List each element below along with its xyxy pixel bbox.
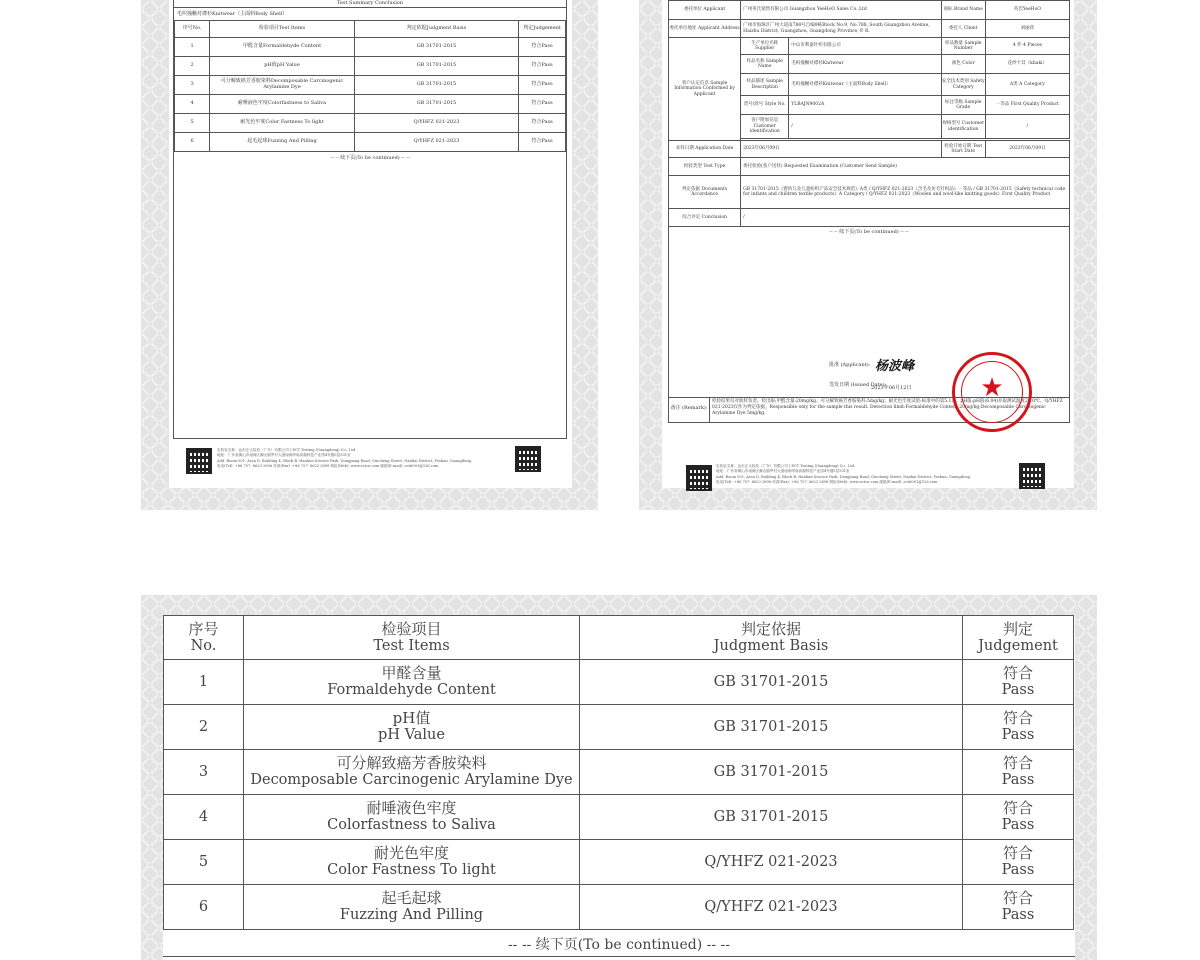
table-row [175, 114, 566, 133]
test-item: 起毛起球 Fuzzing And Pilling [244, 885, 580, 930]
report-page-info-thumbnail [639, 0, 1097, 510]
header-cell: 判定依据Judgment Basis [354, 21, 518, 38]
appdate-value: 2023年06月09日 [741, 141, 941, 158]
judgment-basis: Q/YHFZ 021-2023 [354, 114, 518, 133]
row-number: 2 [175, 57, 210, 76]
judgment-basis: GB 31701-2015 [580, 705, 963, 750]
test-item: 可分解致癌芳香胺染料 Decomposable Carcinogenic Arylamine Dye [244, 750, 580, 795]
table-row [175, 76, 566, 95]
test-item: 耐光色牢度Color Fastness To light [210, 114, 355, 133]
name-value: 毛织撞橛对襟衫Knitwear [789, 55, 941, 74]
row-number: 6 [164, 885, 244, 930]
qr-code-right [515, 446, 541, 472]
judgment-basis: GB 31701-2015 [354, 57, 518, 76]
row-number: 3 [164, 750, 244, 795]
test-item: pH值pH Value [210, 57, 355, 76]
judgement-result: 符合 Pass [963, 795, 1074, 840]
report-paper [169, 0, 572, 488]
safety-value: A类 A Category [985, 74, 1069, 96]
qr-code-right [1019, 463, 1045, 489]
judgement-result: 符合 Pass [963, 885, 1074, 930]
summary-table-small [174, 20, 566, 152]
judgement-result: 符合Pass [519, 57, 566, 76]
seal-star-icon: ★ [980, 373, 1004, 403]
judgment-basis: GB 31701-2015 [354, 76, 518, 95]
qty-label: 样品数量 Sample Number [941, 38, 985, 55]
address-value: 广州市海珠区广州大道南788号自编9栋Block No.9, No.788, South Guangzhou Avenue, Haizhu District, Guangzhou, Guangdong Province, P. R. [741, 20, 941, 38]
row-number: 6 [175, 133, 210, 152]
test-item: 可分解致癌芳香胺染料Decomposable Carcinogenic Arylamine Dye [210, 76, 355, 95]
color-label: 颜色 Color [941, 55, 985, 74]
approver-signature: 杨波峰 [875, 359, 915, 374]
type-value: 委托检验(客户送样) Requested Examination (Customer Send Sample) [741, 158, 1070, 176]
client-value: 刘丽萍 [985, 20, 1069, 38]
test-item: 甲醛含量 Formaldehyde Content [244, 660, 580, 705]
table-row [175, 57, 566, 76]
remark-text: 检验结果仅对收样负责。检出限:甲醛含量:20mg/kg；可分解致癌芳香胺染料:5mg/kg；耐光色牢度试验:标准中的第5.1条；pH值:pH值(6.04)并取测试温度27.0℃。Q/YHFZ 021-2023仅作为判定依据。Responsible only for the sample this result. Detection limit:Formaldehyde Content 20mg/kg;Decomposable Carcinogenic Arylamine Dye 5mg/kg. [712, 399, 1063, 416]
table-row [164, 705, 1074, 750]
header-cell: 序号No. [175, 21, 210, 38]
report-page-summary-thumbnail [141, 0, 598, 510]
address-label: 委托单位地址 Applicant Address [669, 20, 741, 38]
judgment-basis: GB 31701-2015 [354, 38, 518, 57]
supplier-label: 生产单位名称 Supplier [741, 38, 789, 55]
summary-table-large [163, 615, 1074, 930]
supplier-value: 中山市利嘉针织有限公司 [789, 38, 941, 55]
judgment-basis: Q/YHFZ 021-2023 [354, 133, 518, 152]
continued-note: -- -- 续下页(To be continued) -- -- [330, 155, 410, 161]
test-item: pH值 pH Value [244, 705, 580, 750]
judgement-result: 符合Pass [519, 76, 566, 95]
judgment-basis: Q/YHFZ 021-2023 [580, 885, 963, 930]
lab-footer: 实验室名称：远东正大检验（广东）有限公司 | ECT Testing (Guangdong) Co., Ltd. 地址：广东省佛山市南海区狮山镇罗村大道南侧华南高端科技产业园4号楼5层501室 Add: Room 501, Area D, Building 4, Block B, Hanlian Science Park, Dongjiang Road, Guicheng Street, Nanhai District, Foshan, Guangdong. 电话(Tel): +86 757- 8623 2896 传真(Fax): +86 757- 8623 2898 网址(Web): www.ectcn.com 邮箱(E-mail): ect6001@126.com [716, 464, 972, 485]
appdate-label: 来样日期 Application Date [669, 141, 741, 158]
type-label: 检验类型 Test Type [669, 158, 741, 176]
qr-code-left [686, 465, 712, 491]
color-value: 花纱卡其（khaki） [985, 55, 1069, 74]
desc-label: 样品描述 Sample Description [741, 74, 789, 96]
table-row [175, 133, 566, 152]
remark-label: 备注 (Remark): [669, 398, 710, 422]
continued-note: -- -- 续下页(To be continued) -- -- [163, 930, 1075, 957]
safety-label: 安全技术类别 Safety Category [941, 74, 985, 96]
header-cell: 检验项目Test Items [210, 21, 355, 38]
summary-table-enlarged [141, 595, 1097, 960]
conclusion-value: / [741, 209, 1070, 227]
table-header-row [175, 21, 566, 38]
judgement-result: 符合 Pass [963, 705, 1074, 750]
judgement-result: 符合 Pass [963, 840, 1074, 885]
row-number: 4 [175, 95, 210, 114]
judgement-result: 符合 Pass [963, 750, 1074, 795]
name-label: 样品名称 Sample Name [741, 55, 789, 74]
judgement-result: 符合 Pass [963, 660, 1074, 705]
brand-label: 商标 Brand Name [941, 1, 985, 20]
applicant-value: 广州英氏销售有限公司 Guangzhou YeeHoO Sales Co.,Ltd [741, 1, 941, 20]
judgment-basis: GB 31701-2015 [580, 795, 963, 840]
header-cell: 判定依据 Judgment Basis [580, 616, 963, 660]
test-item: 起毛起球Fuzzing And Pilling [210, 133, 355, 152]
row-number: 3 [175, 76, 210, 95]
issue-date: 2023年06月12日 [871, 385, 912, 391]
report-paper [662, 0, 1074, 488]
row-number: 1 [175, 38, 210, 57]
judgement-result: 符合Pass [519, 133, 566, 152]
table-header-row [164, 616, 1074, 660]
row-number: 4 [164, 795, 244, 840]
row-number: 5 [175, 114, 210, 133]
qr-code-left [186, 448, 212, 474]
grade-value: 一等品 First Quality Product [985, 96, 1069, 115]
judgment-basis: GB 31701-2015 [354, 95, 518, 114]
desc-value: 毛织撞橛对襟衫Knitwear（主面料Body Shell） [789, 74, 941, 96]
custid-value: / [789, 115, 941, 139]
summary-frame [173, 7, 567, 439]
row-number: 5 [164, 840, 244, 885]
approver-label: 批准 (Applicant): [829, 362, 871, 368]
test-item: 甲醛含量Formaldehyde Content [210, 38, 355, 57]
header-cell: 判定Judgement [519, 21, 566, 38]
header-cell: 判定 Judgement [963, 616, 1074, 660]
judgment-basis: GB 31701-2015 [580, 750, 963, 795]
judgement-result: 符合Pass [519, 38, 566, 57]
test-item: 耐唾液色牢度Colorfastness to Saliva [210, 95, 355, 114]
table-row [164, 795, 1074, 840]
spec-label: 规格型号 Customer identification [941, 115, 985, 139]
style-label: 货号/款号 Style No. [741, 96, 789, 115]
judgement-result: 符合Pass [519, 114, 566, 133]
custid-label: 客户附加信息 Customer identification [741, 115, 789, 139]
table-row [164, 885, 1074, 930]
issue-label: 签发日期 (Issued Date): [829, 382, 887, 388]
row-number: 2 [164, 705, 244, 750]
judgment-basis: Q/YHFZ 021-2023 [580, 840, 963, 885]
judgement-result: 符合Pass [519, 95, 566, 114]
applicant-label: 委托单位 Applicant [669, 1, 741, 20]
row-number: 1 [164, 660, 244, 705]
summary-caption: Test Summary Conclusion [173, 0, 567, 8]
continued-note: -- -- 续下页(To be continued) -- -- [829, 229, 909, 235]
table-row [164, 840, 1074, 885]
test-item: 耐光色牢度 Color Fastness To light [244, 840, 580, 885]
table-row [175, 95, 566, 114]
conclusion-label: 综合评定 Conclusion [669, 209, 741, 227]
red-company-seal [952, 352, 1032, 432]
judgment-basis: GB 31701-2015 [580, 660, 963, 705]
startdate-value: 2023年06月09日 [985, 141, 1069, 158]
docs-label: 判定依据 Documents Accordance [669, 176, 741, 209]
table-row [175, 38, 566, 57]
sample-info-table [668, 0, 1070, 227]
sample-line: 毛织撞橛对襟衫Knitwear（主面料Body Shell） [177, 11, 288, 17]
sample-info-label: 客户认定信息 Sample Information Conformed by Applicant [669, 38, 741, 141]
header-cell: 检验项目 Test Items [244, 616, 580, 660]
report-paper-zoom [163, 615, 1075, 960]
client-label: 委托人 Client [941, 20, 985, 38]
style-value: YLBAJN9002A [789, 96, 941, 115]
grade-label: 标注等级 Sample Grade [941, 96, 985, 115]
qty-value: 4 件 4 Pieces [985, 38, 1069, 55]
test-item: 耐唾液色牢度 Colorfastness to Saliva [244, 795, 580, 840]
spec-value: / [985, 115, 1069, 139]
brand-value: 英氏YeeHoO [985, 1, 1069, 20]
lab-footer: 实验室名称：远东正大检验（广东）有限公司 | ECT Testing (Guangdong) Co., Ltd. 地址：广东省佛山市南海区狮山镇罗村大道南侧华南高端科技产业园4号楼5层501室 Add: Room 501, Area D, Building 4, Block B, Hanlian Science Park, Dongjiang Road, Guicheng Street, Nanhai District, Foshan, Guangdong. 电话(Tel): +86 757- 8623 2896 传真(Fax): +86 757- 8623 2898 网址(Web): www.ectcn.com 邮箱(E-mail): ect6001@126.com [217, 448, 473, 469]
header-cell: 序号 No. [164, 616, 244, 660]
table-row [164, 660, 1074, 705]
startdate-label: 检验开始日期 Test Start Date [941, 141, 985, 158]
table-row [164, 750, 1074, 795]
docs-value: GB 31701-2015《婴幼儿及儿童纺织产品安全技术规范》A类 / Q/YHFZ 021-2023《含毛及仿毛针织品》一等品 / GB 31701-2015《Safety technical code for infants and children textile products》A Category / Q/YHFZ 021-2023《Woolen and wool-like knitting goods》First Quality Product [741, 176, 1070, 209]
